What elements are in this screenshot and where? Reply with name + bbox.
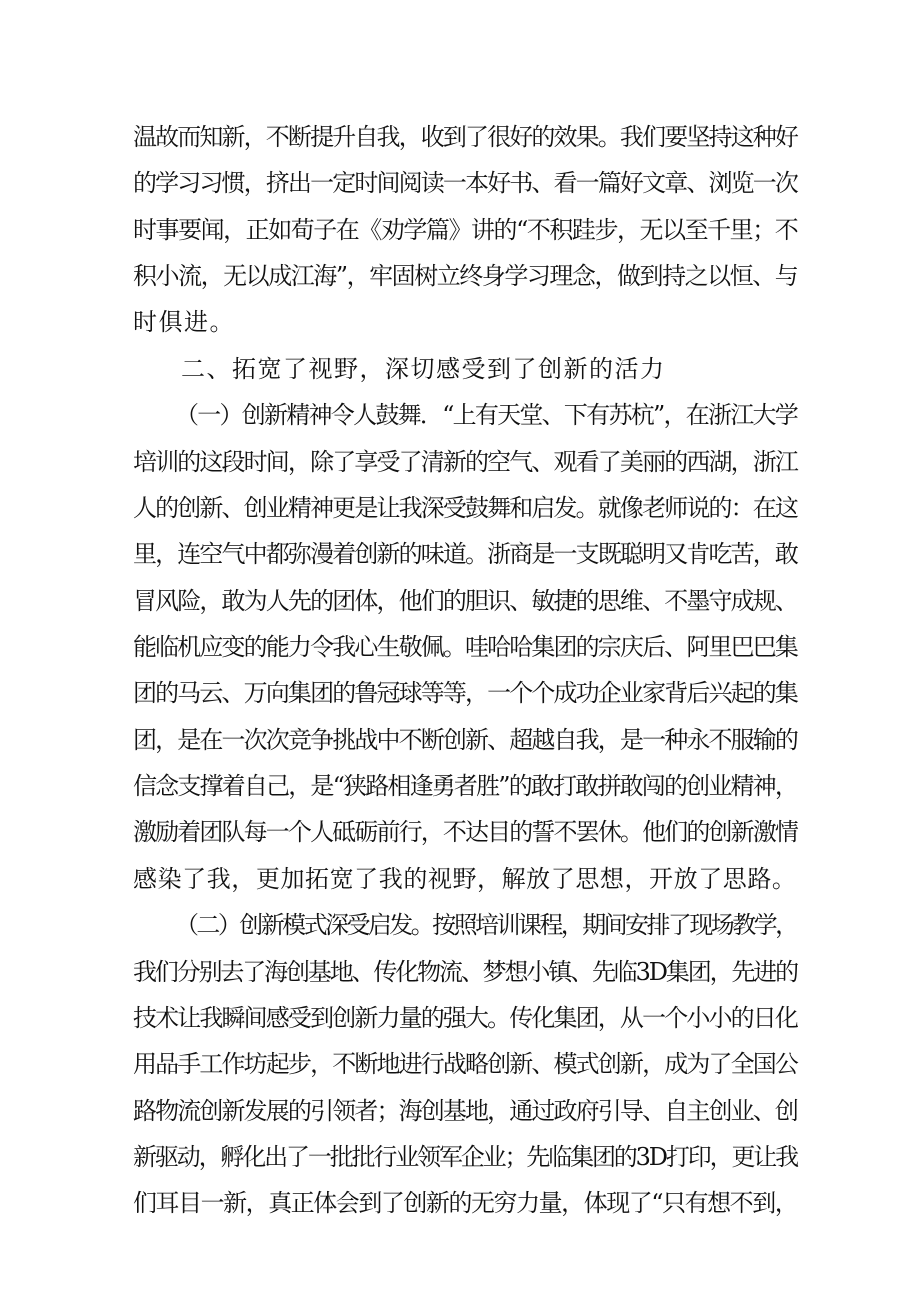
body-line: 信念支撑着自己，是“狭路相逢勇者胜”的敢打敢拼敢闯的创业精神，	[133, 772, 798, 800]
body-line: 团的马云、万向集团的鲁冠球等等，一个个成功企业家背后兴起的集	[133, 679, 797, 707]
body-line: 我们分别去了海创基地、传化物流、梦想小镇、先临3D集团，先进的	[133, 958, 798, 986]
subsection-heading: （一）创新精神令人鼓舞．“上有天堂、下有苏杭”，在浙江大学	[175, 401, 798, 429]
body-line: 团，是在一次次竞争挑战中不断创新、超越自我，是一种永不服输的	[133, 726, 797, 754]
body-line: 技术让我瞬间感受到创新力量的强大。传化集团，从一个小小的日化	[133, 1004, 797, 1032]
body-line: 新驱动，孵化出了一批批行业领军企业；先临集团的3D打印，更让我	[133, 1143, 798, 1171]
body-line: 感染了我，更加拓宽了我的视野，解放了思想，开放了思路。	[133, 865, 797, 893]
body-line: 用品手工作坊起步，不断地进行战略创新、模式创新，成为了全国公	[133, 1050, 797, 1078]
body-line: 培训的这段时间，除了享受了清新的空气、观看了美丽的西湖，浙江	[133, 448, 797, 476]
body-line: 里，连空气中都弥漫着创新的味道。浙商是一支既聪明又肯吃苦，敢	[133, 540, 797, 568]
body-line: 时俱进。	[133, 308, 235, 336]
body-line: 们耳目一新，真正体会到了创新的无穷力量，体现了“只有想不到，	[133, 1189, 798, 1217]
body-line: 冒风险，敢为人先的团体，他们的胆识、敏捷的思维、不墨守成规、	[133, 587, 797, 615]
body-line: 人的创新、创业精神更是让我深受鼓舞和启发。就像老师说的：在这	[133, 494, 797, 522]
body-line: 时事要闻，正如荀子在《劝学篇》讲的“不积跬步，无以至千里；不	[133, 216, 798, 244]
body-line: 温故而知新，不断提升自我，收到了很好的效果。我们要坚持这种好	[133, 123, 797, 151]
body-line: 激励着团队每一个人砥砺前行，不达目的誓不罢休。他们的创新激情	[133, 818, 797, 846]
subsection-heading: （二）创新模式深受启发。按照培训课程，期间安排了现场教学，	[175, 911, 797, 939]
body-line: 能临机应变的能力令我心生敬佩。哇哈哈集团的宗庆后、阿里巴巴集	[133, 633, 797, 661]
body-line: 积小流，无以成江海”，牢固树立终身学习理念，做到持之以恒、与	[133, 262, 798, 290]
body-line: 的学习习惯，挤出一定时间阅读一本好书、看一篇好文章、浏览一次	[133, 169, 797, 197]
body-line: 路物流创新发展的引领者；海创基地，通过政府引导、自主创业、创	[133, 1097, 797, 1125]
section-heading: 二、拓宽了视野，深切感受到了创新的活力	[181, 355, 666, 383]
